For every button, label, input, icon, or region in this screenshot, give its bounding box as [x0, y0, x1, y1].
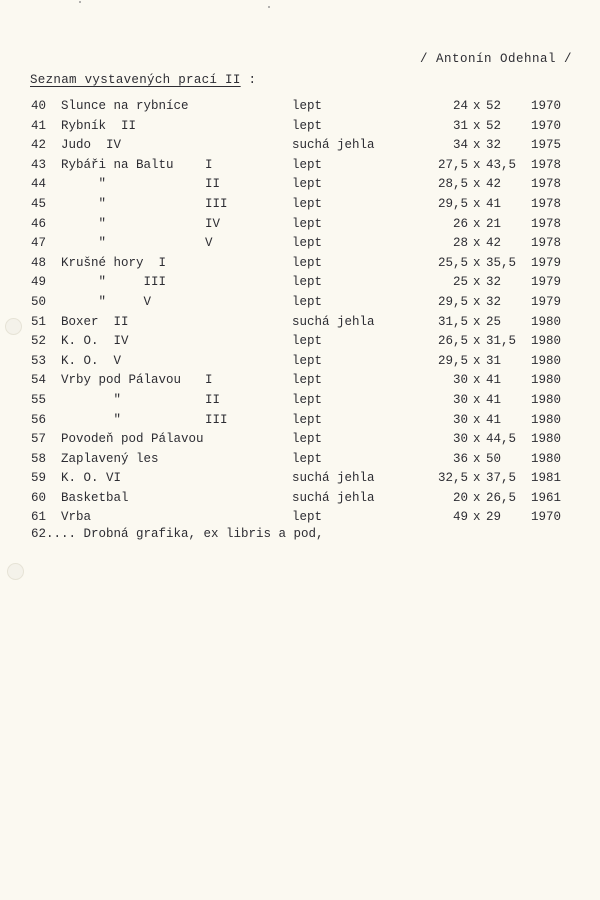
item-number: 61 [31, 510, 47, 525]
dimension-separator: x [473, 275, 481, 290]
item-number: 47 [31, 236, 47, 251]
item-technique: lept [292, 392, 323, 407]
list-item [0, 156, 600, 176]
item-year: 1970 [531, 118, 562, 133]
item-height: 32 [486, 294, 502, 309]
item-year: 1980 [531, 392, 562, 407]
item-title: " [61, 196, 107, 211]
item-number: 55 [31, 392, 47, 407]
item-height: 26,5 [486, 490, 517, 505]
item-width: 32,5 [437, 471, 468, 486]
item-width: 36 [452, 451, 468, 466]
dimension-separator: x [473, 157, 481, 172]
item-width: 30 [452, 432, 468, 447]
dimension-separator: x [473, 334, 481, 349]
item-part: IV [205, 216, 221, 231]
list-title-colon: : [240, 73, 257, 87]
item-width: 26,5 [437, 334, 468, 349]
item-title: Vrby pod Pálavou [61, 373, 182, 388]
list-item [0, 195, 600, 215]
item-part: III [205, 412, 228, 427]
list-item [0, 391, 600, 411]
item-height: 42 [486, 177, 502, 192]
item-number: 56 [31, 412, 47, 427]
item-title: Krušné hory I [61, 255, 167, 270]
item-width: 34 [452, 138, 468, 153]
item-year: 1978 [531, 177, 562, 192]
list-item [0, 234, 600, 254]
author-name: / Antonín Odehnal / [419, 52, 572, 66]
item-height: 37,5 [486, 471, 517, 486]
item-number: 59 [31, 471, 47, 486]
list-item [0, 215, 600, 235]
item-number: 57 [31, 432, 47, 447]
list-item [0, 254, 600, 274]
item-technique: lept [292, 451, 323, 466]
item-title: Slunce na rybníce [61, 99, 189, 113]
item-year: 1980 [531, 334, 562, 349]
item-technique: suchá jehla [292, 490, 375, 505]
item-height: 52 [486, 118, 502, 133]
item-technique: lept [292, 255, 323, 270]
dimension-separator: x [473, 510, 481, 525]
item-title: Vrba [61, 510, 92, 525]
item-number: 40 [31, 99, 47, 113]
item-title: K. O. IV [61, 334, 129, 349]
item-technique: lept [292, 236, 323, 251]
item-technique: lept [292, 353, 323, 368]
item-height: 35,5 [486, 255, 517, 270]
item-technique: lept [292, 510, 323, 525]
item-year: 1961 [531, 490, 562, 505]
item-title: " V [61, 294, 152, 309]
item-title: Rybník II [61, 118, 137, 133]
dimension-separator: x [473, 373, 481, 388]
item-technique: suchá jehla [292, 314, 375, 329]
list-item [0, 508, 600, 528]
item-number: 60 [31, 490, 47, 505]
works-list [0, 97, 600, 528]
paper-speck [268, 6, 270, 8]
item-height: 43,5 [486, 157, 517, 172]
item-part: II [205, 392, 221, 407]
item-height: 31 [486, 353, 502, 368]
item-title: Boxer II [61, 314, 129, 329]
item-number: 43 [31, 157, 47, 172]
item-height: 41 [486, 392, 502, 407]
item-technique: lept [292, 432, 323, 447]
item-year: 1980 [531, 353, 562, 368]
item-technique: lept [292, 373, 323, 388]
item-year: 1979 [531, 255, 562, 270]
item-year: 1975 [531, 138, 562, 153]
punch-hole [5, 318, 22, 335]
item-height: 31,5 [486, 334, 517, 349]
item-technique: lept [292, 275, 323, 290]
list-item [0, 489, 600, 509]
list-item [0, 352, 600, 372]
dimension-separator: x [473, 490, 481, 505]
dimension-separator: x [473, 236, 481, 251]
list-item [0, 117, 600, 137]
item-year: 1980 [531, 451, 562, 466]
dimension-separator: x [473, 314, 481, 329]
list-item [0, 469, 600, 489]
item-technique: suchá jehla [292, 138, 375, 153]
item-year: 1970 [531, 99, 562, 113]
item-number: 41 [31, 118, 47, 133]
dimension-separator: x [473, 99, 481, 113]
item-number: 44 [31, 177, 47, 192]
item-width: 29,5 [437, 294, 468, 309]
item-year: 1980 [531, 412, 562, 427]
item-technique: lept [292, 216, 323, 231]
item-height: 52 [486, 99, 502, 113]
item-title: K. O. VI [61, 471, 122, 486]
item-height: 29 [486, 510, 502, 525]
item-width: 49 [452, 510, 468, 525]
item-technique: lept [292, 334, 323, 349]
dimension-separator: x [473, 216, 481, 231]
item-part: I [205, 157, 213, 172]
item-width: 26 [452, 216, 468, 231]
item-title: Judo IV [61, 138, 122, 153]
item-height: 50 [486, 451, 502, 466]
item-width: 25 [452, 275, 468, 290]
dimension-separator: x [473, 471, 481, 486]
list-item [0, 97, 600, 117]
item-technique: lept [292, 177, 323, 192]
item-number: 46 [31, 216, 47, 231]
list-item [0, 313, 600, 333]
item-title: " III [61, 275, 167, 290]
item-title: Povodeň pod Pálavou [61, 432, 204, 447]
item-year: 1978 [531, 236, 562, 251]
list-item [0, 332, 600, 352]
list-title-text: Seznam vystavených prací II [30, 73, 241, 87]
item-part: V [205, 236, 213, 251]
dimension-separator: x [473, 255, 481, 270]
item-number: 42 [31, 138, 47, 153]
list-item [0, 136, 600, 156]
dimension-separator: x [473, 138, 481, 153]
item-width: 29,5 [437, 196, 468, 211]
item-width: 28 [452, 236, 468, 251]
item-technique: lept [292, 196, 323, 211]
dimension-separator: x [473, 177, 481, 192]
list-item [0, 430, 600, 450]
item-technique: lept [292, 157, 323, 172]
list-item [0, 273, 600, 293]
item-technique: lept [292, 118, 323, 133]
item-technique: lept [292, 99, 323, 113]
item-width: 30 [452, 412, 468, 427]
dimension-separator: x [473, 412, 481, 427]
item-year: 1978 [531, 157, 562, 172]
item-title: " [61, 216, 107, 231]
item-height: 42 [486, 236, 502, 251]
item-part: I [205, 373, 213, 388]
dimension-separator: x [473, 353, 481, 368]
item-year: 1981 [531, 471, 562, 486]
paper-speck [79, 1, 81, 3]
dimension-separator: x [473, 392, 481, 407]
item-number: 45 [31, 196, 47, 211]
item-number: 48 [31, 255, 47, 270]
item-year: 1980 [531, 373, 562, 388]
item-year: 1979 [531, 275, 562, 290]
dimension-separator: x [473, 451, 481, 466]
list-item [0, 450, 600, 470]
item-width: 29,5 [437, 353, 468, 368]
item-width: 24 [452, 99, 468, 113]
item-year: 1980 [531, 314, 562, 329]
item-number: 53 [31, 353, 47, 368]
item-width: 25,5 [437, 255, 468, 270]
item-title: " [61, 392, 122, 407]
item-year: 1979 [531, 294, 562, 309]
item-title: Basketbal [61, 490, 129, 505]
item-width: 20 [452, 490, 468, 505]
item-width: 31,5 [437, 314, 468, 329]
item-height: 41 [486, 373, 502, 388]
list-footer-note: 62.... Drobná grafika, ex libris a pod, [31, 527, 324, 541]
dimension-separator: x [473, 118, 481, 133]
item-part: III [205, 196, 228, 211]
dimension-separator: x [473, 294, 481, 309]
item-number: 52 [31, 334, 47, 349]
item-height: 32 [486, 138, 502, 153]
item-number: 58 [31, 451, 47, 466]
item-number: 54 [31, 373, 47, 388]
item-title: Zaplavený les [61, 451, 159, 466]
item-height: 41 [486, 196, 502, 211]
item-title: " [61, 177, 107, 192]
list-item [0, 175, 600, 195]
list-item [0, 293, 600, 313]
item-technique: suchá jehla [292, 471, 375, 486]
item-width: 27,5 [437, 157, 468, 172]
item-technique: lept [292, 294, 323, 309]
dimension-separator: x [473, 196, 481, 211]
item-technique: lept [292, 412, 323, 427]
item-year: 1978 [531, 216, 562, 231]
item-height: 21 [486, 216, 502, 231]
punch-hole [7, 563, 24, 580]
item-title: " [61, 236, 107, 251]
item-width: 30 [452, 392, 468, 407]
item-title: K. O. V [61, 353, 122, 368]
item-height: 44,5 [486, 432, 517, 447]
dimension-separator: x [473, 432, 481, 447]
item-year: 1970 [531, 510, 562, 525]
item-part: II [205, 177, 221, 192]
item-title: Rybáři na Baltu [61, 157, 174, 172]
item-height: 25 [486, 314, 502, 329]
item-year: 1980 [531, 432, 562, 447]
item-height: 32 [486, 275, 502, 290]
item-width: 31 [452, 118, 468, 133]
item-number: 49 [31, 275, 47, 290]
item-number: 51 [31, 314, 47, 329]
item-year: 1978 [531, 196, 562, 211]
list-title [30, 73, 256, 87]
list-item [0, 411, 600, 431]
item-width: 28,5 [437, 177, 468, 192]
item-number: 50 [31, 294, 47, 309]
list-item [0, 371, 600, 391]
item-width: 30 [452, 373, 468, 388]
item-height: 41 [486, 412, 502, 427]
item-title: " [61, 412, 122, 427]
